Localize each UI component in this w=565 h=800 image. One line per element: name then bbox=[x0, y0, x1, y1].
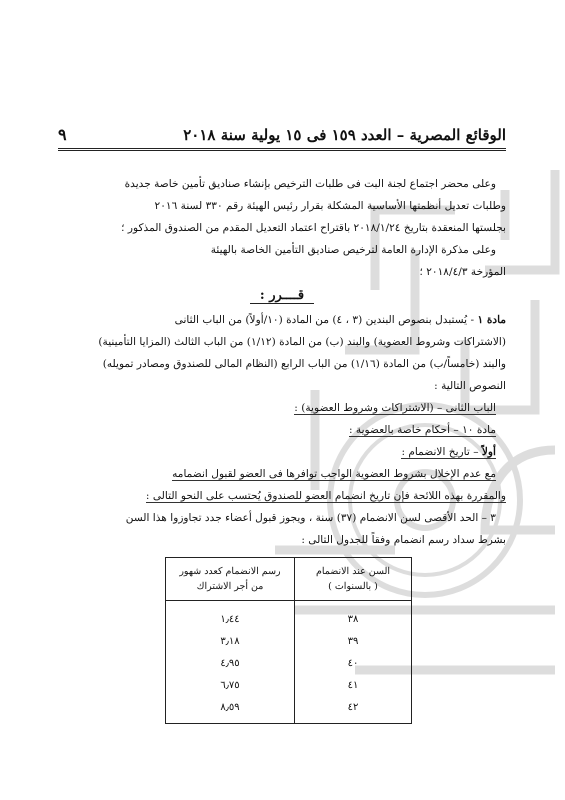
paragraph-line: بجلستها المنعقدة بتاريخ ٢٠١٨/١/٢٤ باقتراح اعتماد التعديل المقدم من الصندوق المذكور ؛ bbox=[121, 222, 506, 234]
table-header-fee bbox=[166, 558, 295, 601]
table-header-fee-line2: من أجر الاشتراك bbox=[196, 581, 264, 592]
fee-cell: ٤٫٩٥ bbox=[166, 653, 295, 675]
fee-cell: ٦٫٧٥ bbox=[166, 675, 295, 697]
table-row bbox=[166, 631, 412, 653]
table-row bbox=[166, 653, 412, 675]
clause-heading-text: – تاريخ الانضمام : bbox=[401, 446, 482, 458]
gazette-title: الوقائع المصرية – العدد ١٥٩ فى ١٥ يولية سنة ٢٠١٨ bbox=[183, 125, 506, 144]
article-line: والبند (خامساً/ب) من المادة (١/١٦) من الباب الرابع (النظام المالى للصندوق ومصادر تمويله) bbox=[102, 358, 506, 370]
paragraph-line: وعلى مذكرة الإدارة العامة لترخيص صناديق التأمين الخاصة بالهيئة bbox=[210, 244, 496, 256]
table-header-age-line1: السن عند الانضمام bbox=[315, 566, 390, 577]
paragraph-line: وعلى محضر اجتماع لجنة البت فى طلبات الترخيص بإنشاء صناديق تأمين خاصة جديدة bbox=[124, 178, 496, 190]
document-page bbox=[58, 125, 506, 724]
age-cell: ٤٢ bbox=[295, 697, 412, 724]
table-header-fee-line1: رسم الانضمام كعدد شهور bbox=[179, 566, 281, 577]
article-text: - يُستبدل بنصوص البندين (٣ ، ٤) من المادة (١٠/أولاً) من الباب الثانى bbox=[174, 314, 478, 326]
fee-cell: ٣٫١٨ bbox=[166, 631, 295, 653]
clause-line: ٣ – الحد الأقصى لسن الانضمام (٣٧) سنة ، ويجوز قبول أعضاء جدد تجاوزوا هذا السن bbox=[125, 512, 496, 524]
age-cell: ٣٩ bbox=[295, 631, 412, 653]
paragraph-line: وطلبات تعديل أنظمتها الأساسية المشكلة بقرار رئيس الهيئة رقم ٣٣٠ لسنة ٢٠١٦ bbox=[154, 200, 506, 212]
age-cell: ٤٠ bbox=[295, 653, 412, 675]
table-row bbox=[166, 697, 412, 724]
fee-cell: ٨٫٥٩ bbox=[166, 697, 295, 724]
article-heading bbox=[58, 419, 506, 441]
clause-heading bbox=[58, 441, 506, 463]
table-header-age bbox=[295, 558, 412, 601]
age-cell: ٣٨ bbox=[295, 601, 412, 632]
table-row bbox=[166, 601, 412, 632]
clause-line-text: مع عدم الإخلال بشروط العضوية الواجب توافرها فى العضو لقبول انضمامه bbox=[172, 468, 496, 480]
article-line: النصوص التالية : bbox=[434, 380, 506, 392]
paragraph-line: المؤرخة ٢٠١٨/٤/٣ ؛ bbox=[419, 266, 506, 278]
clause-line bbox=[58, 485, 506, 507]
article-heading-text: مادة ١٠ – أحكام خاصة بالعضوية : bbox=[348, 424, 496, 436]
article-number: مادة ١ bbox=[477, 314, 506, 326]
fee-cell: ١٫٤٤ bbox=[166, 601, 295, 632]
clause-heading-underline bbox=[401, 446, 496, 459]
article-line bbox=[58, 309, 506, 331]
page-number: ٩ bbox=[58, 125, 67, 144]
table-row bbox=[166, 675, 412, 697]
page-header bbox=[58, 125, 506, 151]
clause-line bbox=[58, 463, 506, 485]
age-cell: ٤١ bbox=[295, 675, 412, 697]
decision-heading bbox=[58, 285, 506, 307]
decision-title: قــــرر : bbox=[250, 288, 314, 304]
document-body bbox=[58, 173, 506, 724]
article-line: (الاشتراكات وشروط العضوية) والبند (ب) من المادة (١/١٢) من الباب الثالث (المزايا التأمينية) bbox=[98, 336, 506, 348]
clause-line: بشرط سداد رسم انضمام وفقاً للجدول التالى : bbox=[301, 534, 506, 546]
chapter-heading-text: الباب الثانى – (الاشتراكات وشروط العضوية) : bbox=[294, 402, 496, 414]
fee-table bbox=[165, 557, 412, 724]
chapter-heading bbox=[58, 397, 506, 419]
clause-line-text: والمقررة بهذه اللائحة فإن تاريخ انضمام العضو للصندوق يُحتسب على النحو التالى : bbox=[145, 490, 506, 502]
clause-number: أولاً bbox=[481, 446, 496, 458]
table-header-age-line2: ( بالسنوات ) bbox=[328, 581, 378, 592]
table-header-row bbox=[166, 558, 412, 601]
